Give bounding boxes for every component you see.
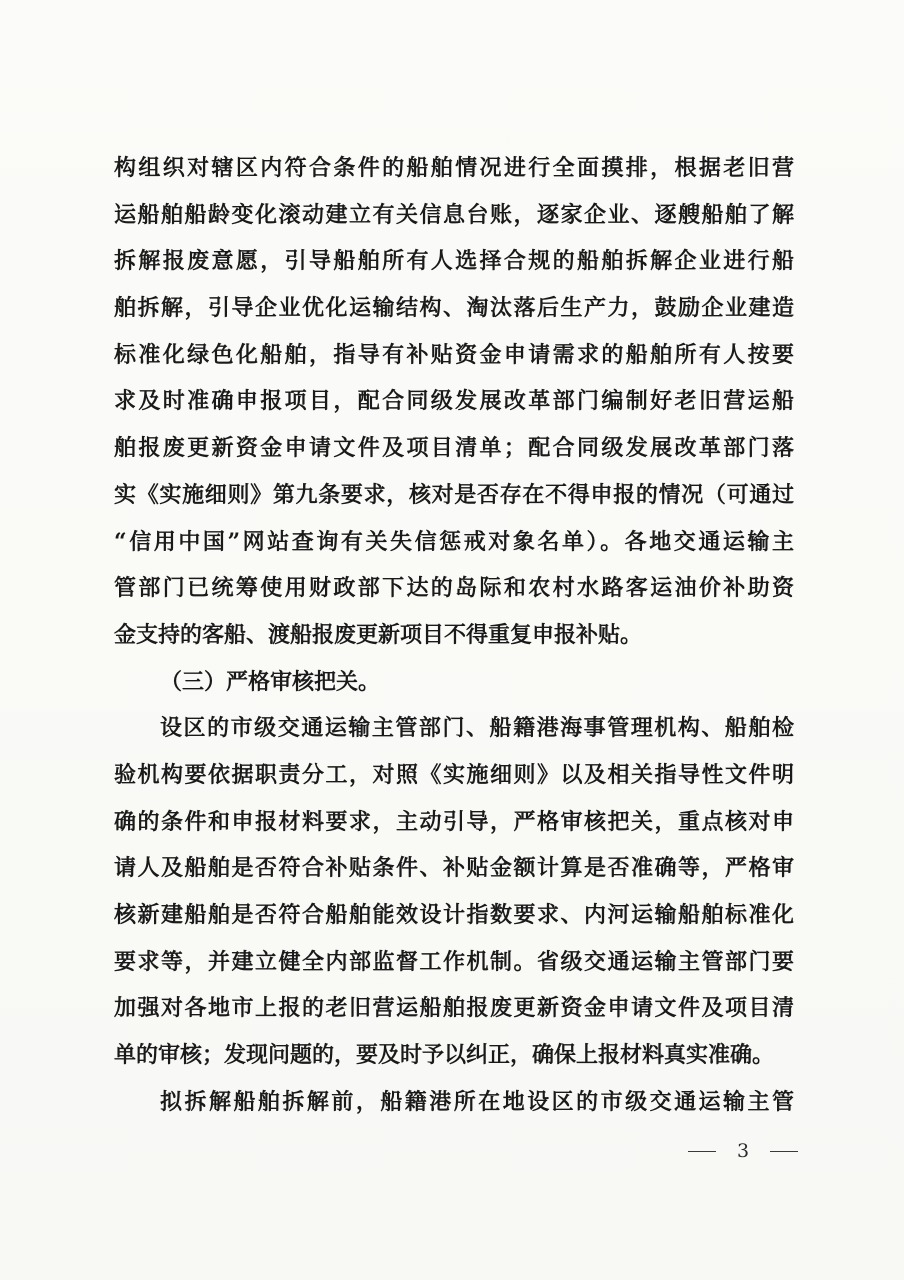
text-line: 拟拆解船舶拆解前，船籍港所在地设区的市级交通运输主管 xyxy=(160,1088,794,1115)
text-line: 要求等，并建立健全内部监督工作机制。省级交通运输主管部门要 xyxy=(114,948,794,975)
section-heading: （三）严格审核把关。 xyxy=(160,668,381,695)
text-line: 拆解报废意愿，引导船舶所有人选择合规的船舶拆解企业进行船 xyxy=(114,248,794,275)
text-line: 验机构要依据职责分工，对照《实施细则》以及相关指导性文件明 xyxy=(114,761,794,788)
page-number-value: 3 xyxy=(736,1140,750,1162)
text-line: 运船舶船龄变化滚动建立有关信息台账，逐家企业、逐艘船舶了解 xyxy=(114,201,794,228)
text-line: 舶报废更新资金申请文件及项目清单；配合同级发展改革部门落 xyxy=(114,435,794,462)
dash-left xyxy=(688,1151,716,1152)
text-line: 请人及船舶是否符合补贴条件、补贴金额计算是否准确等，严格审 xyxy=(114,855,794,882)
body-text xyxy=(114,145,794,1125)
text-line: 设区的市级交通运输主管部门、船籍港海事管理机构、船舶检 xyxy=(160,715,794,742)
text-line: 实《实施细则》第九条要求，核对是否存在不得申报的情况（可通过 xyxy=(114,481,794,508)
text-line: “信用中国”网站查询有关失信惩戒对象名单）。各地交通运输主 xyxy=(114,528,794,555)
text-line: 单的审核；发现问题的，要及时予以纠正，确保上报材料真实准确。 xyxy=(114,1042,775,1069)
text-line: 加强对各地市上报的老旧营运船舶报废更新资金申请文件及项目清 xyxy=(114,995,794,1022)
text-line: 标准化绿色化船舶，指导有补贴资金申请需求的船舶所有人按要 xyxy=(114,341,794,368)
page-number xyxy=(688,1136,798,1166)
text-line: 核新建船舶是否符合船舶能效设计指数要求、内河运输船舶标准化 xyxy=(114,902,794,928)
text-line: 金支持的客船、渡船报废更新项目不得重复申报补贴。 xyxy=(114,621,643,648)
text-line: 求及时准确申报项目，配合同级发展改革部门编制好老旧营运船 xyxy=(114,388,794,415)
dash-right xyxy=(770,1151,798,1152)
text-line: 舶拆解，引导企业优化运输结构、淘汰落后生产力，鼓励企业建造 xyxy=(114,295,794,322)
text-line: 构组织对辖区内符合条件的船舶情况进行全面摸排，根据老旧营 xyxy=(114,155,794,181)
text-line: 管部门已统筹使用财政部下达的岛际和农村水路客运油价补助资 xyxy=(114,575,794,602)
text-line: 确的条件和申报材料要求，主动引导，严格审核把关，重点核对申 xyxy=(114,808,794,835)
